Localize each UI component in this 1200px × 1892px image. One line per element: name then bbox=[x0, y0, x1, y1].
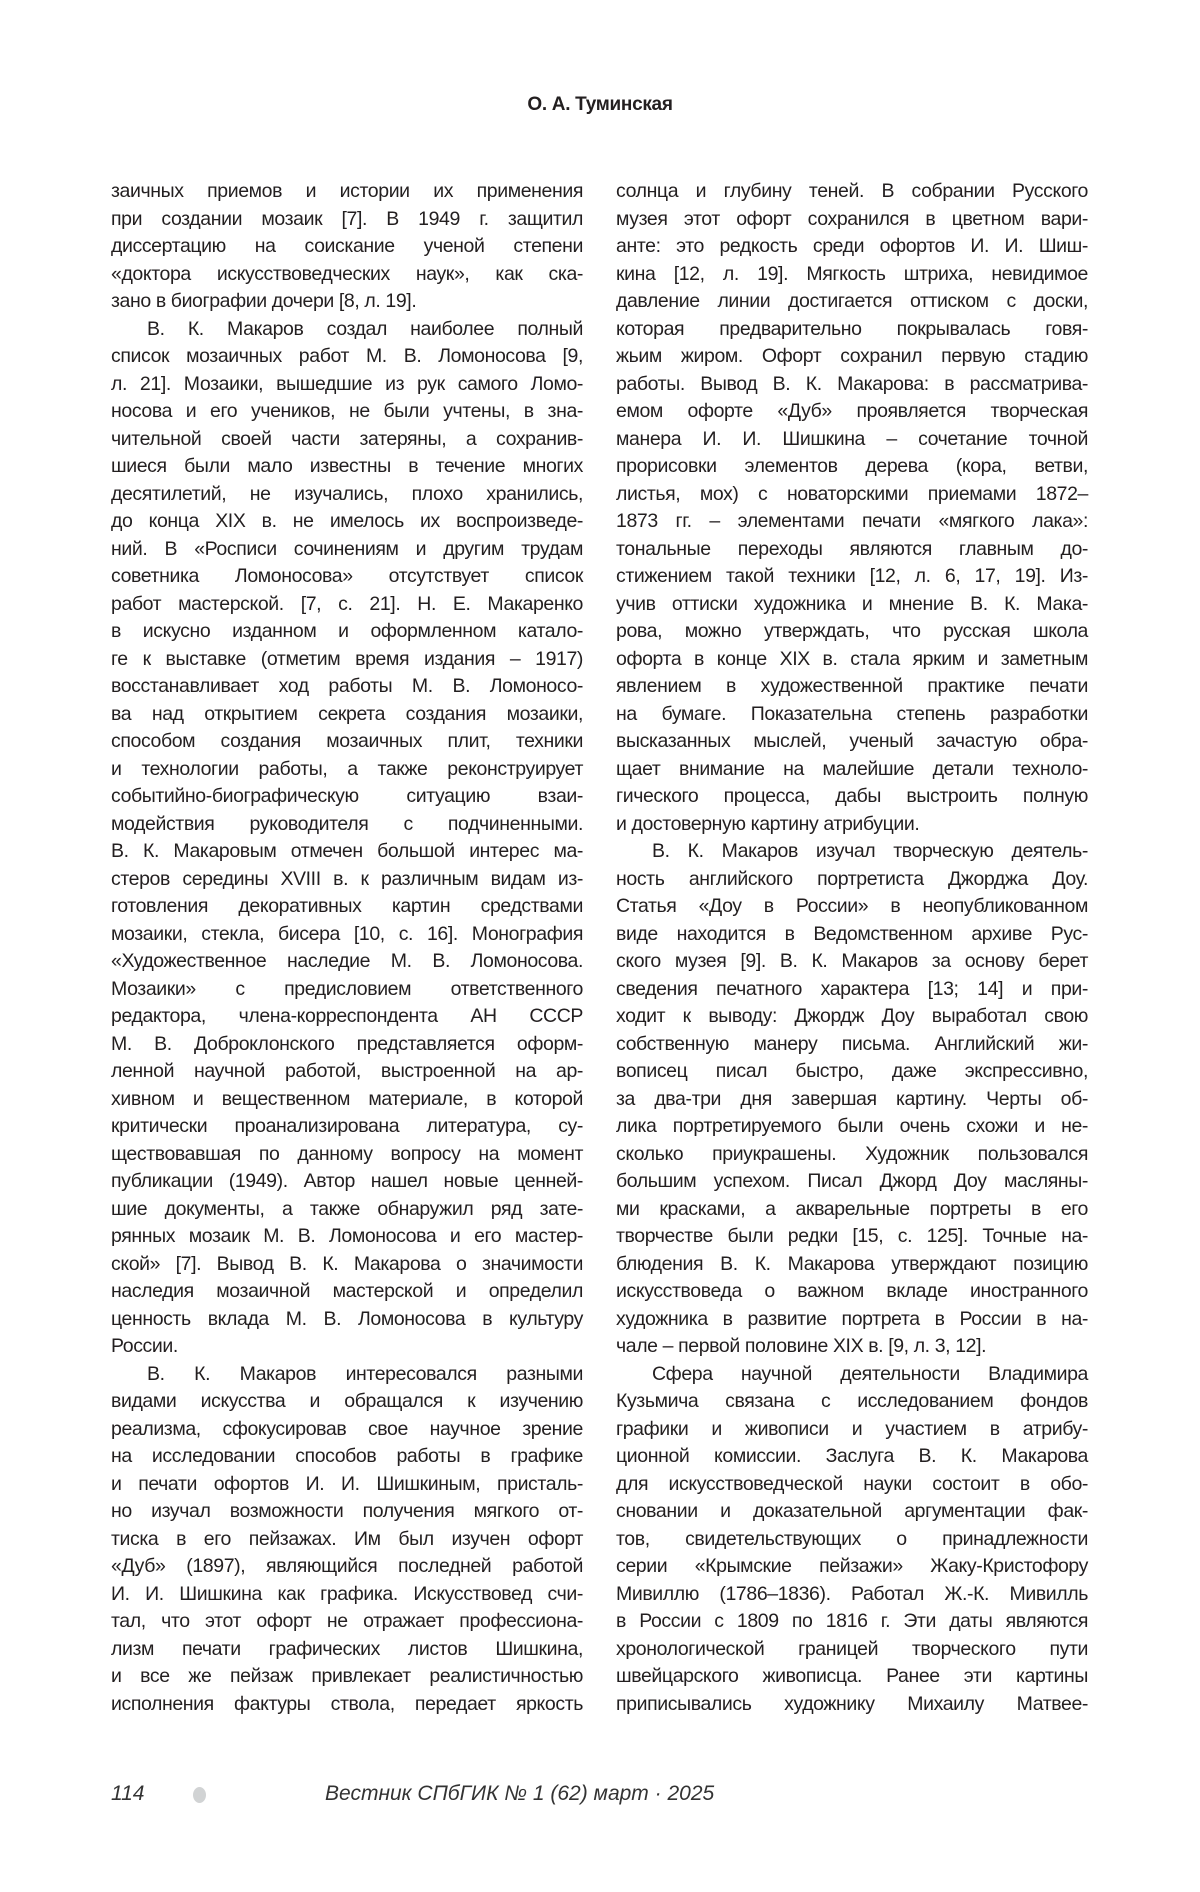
text-line: Статья «Доу в России» в неопубликованном bbox=[616, 895, 1088, 917]
text-line: России. bbox=[111, 1335, 178, 1357]
text-line: В. К. Макаров создал наиболее полный bbox=[147, 317, 583, 340]
paragraph bbox=[111, 316, 583, 1361]
paragraph bbox=[616, 1361, 1088, 1719]
text-line: Сфера научной деятельности Владимира bbox=[652, 1362, 1088, 1385]
text-line: диссертацию на соискание ученой степени bbox=[111, 235, 583, 257]
journal-title: Вестник СПбГИК № 1 (62) март · 2025 bbox=[325, 1782, 715, 1805]
text-line: ге к выставке (отметим время издания – 1917) bbox=[111, 647, 583, 670]
text-line: искусствоведа о важном вкладе иностранного bbox=[616, 1280, 1088, 1302]
text-line: кина [12, л. 19]. Мягкость штриха, невидимое bbox=[616, 262, 1088, 285]
text-line: М. В. Доброклонского представляется оформ- bbox=[111, 1032, 583, 1055]
text-line: работ мастерской. [7, с. 21]. Н. Е. Макаренко bbox=[111, 592, 583, 615]
text-line: лика портретируемого были очень схожи и не- bbox=[616, 1115, 1088, 1137]
text-line: но изучал возможности получения мягкого от- bbox=[111, 1500, 583, 1522]
text-line: л. 21]. Мозаики, вышедшие из рук самого Ломо- bbox=[111, 372, 583, 395]
text-line: ской» [7]. Вывод В. К. Макарова о значимости bbox=[111, 1252, 583, 1275]
text-line: ленной научной работой, выстроенной на ар- bbox=[111, 1060, 583, 1082]
text-line: зано в биографии дочери [8, л. 19]. bbox=[111, 290, 417, 312]
text-line: 1873 гг. – элементами печати «мягкого лака»: bbox=[616, 510, 1088, 532]
text-line: Кузьмича связана с исследованием фондов bbox=[616, 1390, 1088, 1412]
text-line: явлением в художественной практике печати bbox=[616, 675, 1088, 697]
text-line: гического процесса, дабы выстроить полную bbox=[616, 785, 1088, 807]
text-line: тал, что этот офорт не отражает профессиона- bbox=[111, 1610, 583, 1632]
text-line: И. И. Шишкина как графика. Искусствовед счи- bbox=[111, 1582, 583, 1605]
text-line: на бумаге. Показательна степень разработки bbox=[616, 702, 1088, 725]
text-line: приписывались художнику Михаилу Матвее- bbox=[616, 1692, 1088, 1715]
text-line: художника в развитие портрета в России в на- bbox=[616, 1307, 1088, 1330]
text-line: лизм печати графических листов Шишкина, bbox=[111, 1637, 583, 1660]
text-line: учив оттиски художника и мнение В. К. Мака- bbox=[616, 592, 1088, 615]
text-line: рова, можно утверждать, что русская школа bbox=[616, 620, 1088, 642]
running-header-author: О. А. Туминская bbox=[527, 94, 673, 115]
text-line: емом офорте «Дуб» проявляется творческая bbox=[616, 400, 1088, 422]
text-line: ходит к выводу: Джордж Доу выработал свою bbox=[616, 1005, 1088, 1027]
text-line: рянных мозаик М. В. Ломоносова и его мастер- bbox=[111, 1225, 583, 1247]
page-number: 114 bbox=[111, 1782, 145, 1805]
text-line: хронологической границей творческого пути bbox=[616, 1637, 1088, 1660]
text-line: которая предварительно покрывалась говя- bbox=[616, 317, 1088, 340]
text-line: способом создания мозаичных плит, техники bbox=[111, 730, 583, 752]
text-line: ность английского портретиста Джорджа Доу. bbox=[616, 867, 1088, 890]
text-line: Мивиллю (1786–1836). Работал Ж.-К. Мивилль bbox=[616, 1582, 1088, 1605]
text-line: видами искусства и обращался к изучению bbox=[111, 1390, 583, 1412]
text-line: солнца и глубину теней. В собрании Русского bbox=[616, 180, 1088, 202]
text-line: сновании и доказательной аргументации фак- bbox=[616, 1500, 1088, 1522]
text-line: блюдения В. К. Макарова утверждают позицию bbox=[616, 1252, 1088, 1275]
text-line: творчестве были редки [15, с. 125]. Точные на- bbox=[616, 1225, 1088, 1247]
text-line: ми красками, а акварельные портреты в его bbox=[616, 1197, 1088, 1220]
paragraph bbox=[111, 178, 583, 316]
text-line: сколько приукрашены. Художник пользовался bbox=[616, 1142, 1088, 1165]
text-line: сведения печатного характера [13; 14] и при- bbox=[616, 977, 1088, 1000]
text-line: в искусно изданном и оформленном катало- bbox=[111, 620, 583, 642]
text-line: В. К. Макаров изучал творческую деятель- bbox=[652, 840, 1088, 862]
text-line: носова и его учеников, не были учтены, в зна- bbox=[111, 400, 583, 422]
text-line: «доктора искусствоведческих наук», как ска- bbox=[111, 262, 583, 285]
text-line: стижением такой техники [12, л. 6, 17, 19]. Из- bbox=[616, 565, 1088, 587]
footer-dot-icon bbox=[193, 1787, 206, 1803]
text-line: тональные переходы являются главным до- bbox=[616, 537, 1088, 560]
text-line: давление линии достигается оттиском с доски, bbox=[616, 290, 1088, 312]
text-line: модействия руководителя с подчиненными. bbox=[111, 812, 583, 835]
text-line: высказанных мыслей, ученый зачастую обра- bbox=[616, 730, 1088, 752]
text-line: серии «Крымские пейзажи» Жаку-Кристофору bbox=[616, 1555, 1088, 1577]
text-line: ценность вклада М. В. Ломоносова в культуру bbox=[111, 1307, 583, 1330]
text-line: событийно-биографическую ситуацию взаи- bbox=[111, 785, 583, 807]
text-line: листья, мох) с новаторскими приемами 1872– bbox=[616, 482, 1088, 505]
text-line: тиска в его пейзажах. Им был изучен офорт bbox=[111, 1527, 583, 1550]
text-line: восстанавливает ход работы М. В. Ломоносо- bbox=[111, 675, 583, 697]
text-line: щает внимание на малейшие детали техноло- bbox=[616, 757, 1088, 780]
text-line: реализма, сфокусировав свое научное зрение bbox=[111, 1417, 583, 1440]
text-line: прорисовки элементов дерева (кора, ветви, bbox=[616, 455, 1088, 477]
text-line: жьим жиром. Офорт сохранил первую стадию bbox=[616, 345, 1088, 367]
text-line: графики и живописи и участием в атрибу- bbox=[616, 1417, 1088, 1440]
text-line: и достоверную картину атрибуции. bbox=[616, 812, 920, 835]
text-line: при создании мозаик [7]. В 1949 г. защитил bbox=[111, 207, 583, 230]
text-line: для искусствоведческой науки состоит в обо- bbox=[616, 1472, 1088, 1495]
text-line: и технологии работы, а также реконструирует bbox=[111, 757, 583, 780]
text-line: работы. Вывод В. К. Макарова: в рассматрива- bbox=[616, 372, 1088, 395]
text-line: ва над открытием секрета создания мозаики, bbox=[111, 702, 583, 725]
text-line: за два-три дня завершая картину. Черты об- bbox=[616, 1087, 1088, 1110]
text-line: критически проанализирована литература, су- bbox=[111, 1115, 583, 1137]
text-line: публикации (1949). Автор нашел новые ценней- bbox=[111, 1170, 583, 1192]
text-line: редактора, члена-корреспондента АН СССР bbox=[111, 1005, 583, 1027]
text-line: готовления декоративных картин средствами bbox=[111, 895, 583, 917]
paragraph bbox=[616, 178, 1088, 838]
text-line: на исследовании способов работы в графике bbox=[111, 1445, 583, 1467]
text-line: большим успехом. Писал Джорд Доу масляны- bbox=[616, 1170, 1088, 1192]
text-line: В. К. Макаровым отмечен большой интерес ма- bbox=[111, 840, 583, 862]
text-line: и печати офортов И. И. Шишкиным, присталь- bbox=[111, 1472, 583, 1495]
text-line: наследия мозаичной мастерской и определил bbox=[111, 1280, 583, 1302]
text-line: шиеся были мало известны в течение многих bbox=[111, 455, 583, 477]
text-line: ществовавшая по данному вопросу на момент bbox=[111, 1142, 583, 1165]
text-line: В. К. Макаров интересовался разными bbox=[147, 1362, 583, 1385]
text-line: «Художественное наследие М. В. Ломоносова. bbox=[111, 950, 583, 972]
text-line: чале – первой половине XIX в. [9, л. 3, 12]. bbox=[616, 1335, 987, 1357]
text-line: шие документы, а также обнаружил ряд зате- bbox=[111, 1197, 583, 1220]
text-line: исполнения фактуры ствола, передает яркость bbox=[111, 1692, 583, 1715]
text-column-left bbox=[111, 178, 583, 1718]
text-line: собственную манеру письма. Английский жи- bbox=[616, 1032, 1088, 1055]
text-line: тов, свидетельствующих о принадлежности bbox=[616, 1527, 1088, 1550]
text-line: виде находится в Ведомственном архиве Рус- bbox=[616, 922, 1088, 945]
text-line: список мозаичных работ М. В. Ломоносова [9, bbox=[111, 345, 583, 367]
text-line: вописец писал быстро, даже экспрессивно, bbox=[616, 1060, 1088, 1082]
text-line: до конца XIX в. не имелось их воспроизведе- bbox=[111, 510, 583, 532]
text-line: мозаики, стекла, бисера [10, с. 16]. Монография bbox=[111, 922, 583, 945]
text-line: манера И. И. Шишкина – сочетание точной bbox=[616, 427, 1088, 450]
paragraph bbox=[111, 1361, 583, 1719]
text-line: ского музея [9]. В. К. Макаров за основу берет bbox=[616, 950, 1088, 972]
text-line: заичных приемов и истории их применения bbox=[111, 180, 583, 202]
text-line: Мозаики» с предисловием ответственного bbox=[111, 977, 583, 1000]
text-line: швейцарского живописца. Ранее эти картины bbox=[616, 1665, 1088, 1687]
text-line: анте: это редкость среди офортов И. И. Шиш- bbox=[616, 235, 1088, 257]
text-line: музея этот офорт сохранился в цветном вари- bbox=[616, 207, 1088, 230]
text-line: ний. В «Росписи сочинениям и другим трудам bbox=[111, 537, 583, 560]
text-line: «Дуб» (1897), являющийся последней работой bbox=[111, 1555, 583, 1577]
text-line: и все же пейзаж привлекает реалистичностью bbox=[111, 1665, 583, 1687]
text-line: стеров середины XVIII в. к различным видам из- bbox=[111, 867, 583, 890]
text-line: чительной своей части затеряны, а сохранив- bbox=[111, 427, 583, 450]
text-line: ционной комиссии. Заслуга В. К. Макарова bbox=[616, 1445, 1088, 1467]
text-line: офорта в конце XIX в. стала ярким и заметным bbox=[616, 647, 1088, 670]
text-column-right bbox=[616, 178, 1088, 1718]
text-line: десятилетий, не изучались, плохо хранились, bbox=[111, 482, 583, 505]
text-line: советника Ломоносова» отсутствует список bbox=[111, 565, 583, 587]
text-line: хивном и вещественном материале, в которой bbox=[111, 1087, 583, 1110]
paragraph bbox=[616, 838, 1088, 1361]
text-line: в России с 1809 по 1816 г. Эти даты являются bbox=[616, 1610, 1088, 1632]
